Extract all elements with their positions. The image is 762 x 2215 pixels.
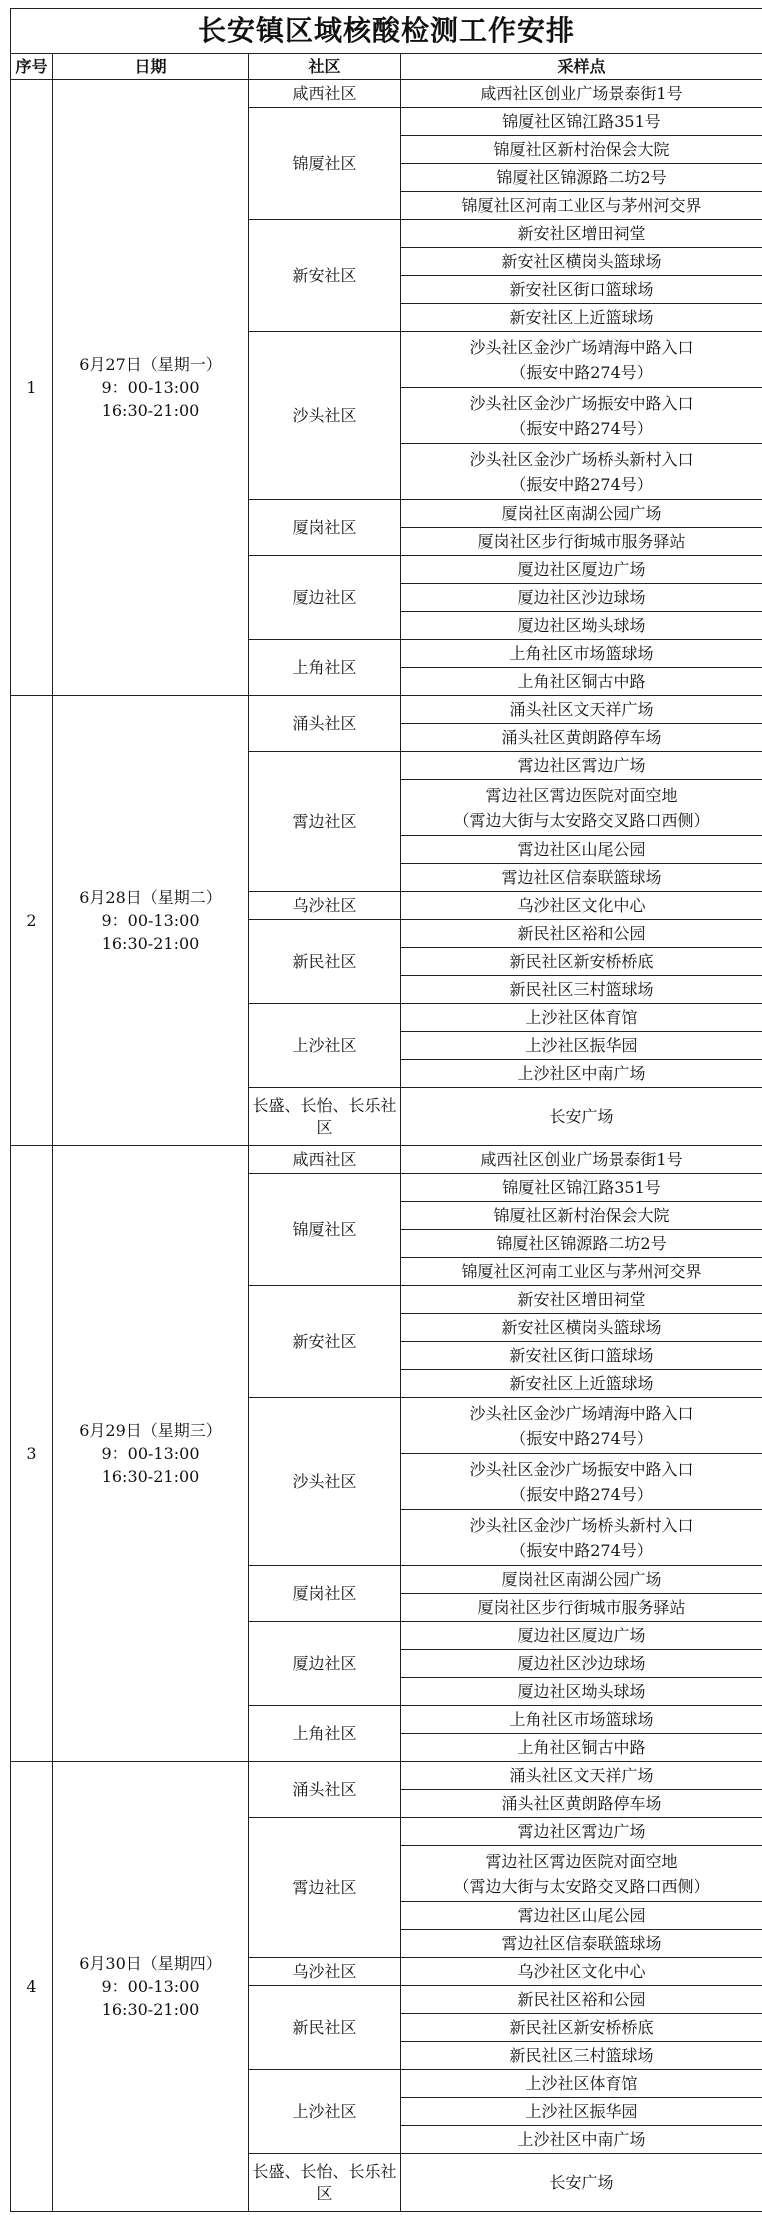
site-line: 锦厦社区锦江路351号 [502,1177,661,1197]
sampling-site [401,1286,762,1314]
site-line: 上沙社区振华园 [525,1035,638,1055]
site-line: 沙头社区金沙广场靖海中路入口 [469,337,694,357]
sampling-site [401,1032,762,1060]
sampling-site [401,1088,762,1146]
sampling-site [401,444,762,500]
sampling-site [401,2014,762,2042]
date-line: 9：00-13:00 [101,911,200,930]
community-name: 上角社区 [249,1706,401,1762]
date-line: 6月28日（星期二） [79,888,222,907]
site-line: 上角社区铜古中路 [517,671,646,691]
site-line: 咸西社区创业广场景泰街1号 [480,1149,683,1169]
date-line: 6月30日（星期四） [79,1954,222,1973]
sampling-site [401,724,762,752]
header-community: 社区 [249,54,401,80]
site-line: 新安社区增田祠堂 [517,1289,646,1309]
site-line: 霄边社区信泰联篮球场 [501,867,662,887]
sampling-site [401,1566,762,1594]
site-line: 咸西社区创业广场景泰街1号 [480,83,683,103]
date-line: 16:30-21:00 [101,401,200,420]
date-line: 16:30-21:00 [101,934,200,953]
sampling-site [401,640,762,668]
site-line: 沙头社区金沙广场桥头新村入口 [469,1515,694,1535]
date-line: 16:30-21:00 [101,2000,200,2019]
sampling-site [401,164,762,192]
community-name: 咸西社区 [249,80,401,108]
site-line: 锦厦社区新村治保会大院 [493,1205,670,1225]
site-line: 锦厦社区锦源路二坊2号 [496,1233,667,1253]
sampling-site [401,2126,762,2154]
sampling-site [401,948,762,976]
sampling-site [401,1174,762,1202]
site-line: 霄边社区霄边广场 [517,755,646,775]
sampling-site [401,332,762,388]
sampling-site [401,192,762,220]
header-seq: 序号 [11,54,53,80]
site-line: 沙头社区金沙广场靖海中路入口 [469,1403,694,1423]
site-line: 厦边社区坳头球场 [517,615,646,635]
site-line: 新安社区增田祠堂 [517,223,646,243]
sampling-site [401,220,762,248]
sampling-site [401,1734,762,1762]
site-line: 上角社区市场篮球场 [509,643,654,663]
site-line: 新民社区新安桥桥底 [509,951,654,971]
row-seq: 1 [11,80,53,696]
community-name: 厦岗社区 [249,1566,401,1622]
sampling-site [401,1902,762,1930]
date-line: 6月29日（星期三） [79,1421,222,1440]
sampling-site [401,1060,762,1088]
sampling-site [401,1622,762,1650]
sampling-site [401,696,762,724]
sampling-site [401,2070,762,2098]
row-date [53,1762,249,2212]
site-line: 霄边社区山尾公园 [517,839,646,859]
site-line: 厦边社区厦边广场 [517,1625,646,1645]
sampling-site [401,1146,762,1174]
row-date [53,1146,249,1762]
community-name: 沙头社区 [249,332,401,500]
community-name: 霄边社区 [249,1818,401,1958]
site-line: 厦岗社区步行街城市服务驿站 [477,1597,686,1617]
community-name: 咸西社区 [249,1146,401,1174]
header-date: 日期 [53,54,249,80]
sampling-site [401,248,762,276]
site-line: 新安社区街口篮球场 [509,279,654,299]
site-line: 上沙社区体育馆 [525,2073,638,2093]
sampling-site [401,1004,762,1032]
sampling-site [401,1454,762,1510]
site-line: 锦厦社区锦江路351号 [502,111,661,131]
community-name: 新民社区 [249,1986,401,2070]
sampling-site [401,1790,762,1818]
site-line: 涌头社区黄朗路停车场 [501,1793,662,1813]
sampling-site [401,1398,762,1454]
site-line: 沙头社区金沙广场振安中路入口 [469,1459,694,1479]
site-line: 新民社区三村篮球场 [509,979,654,999]
site-line: （振安中路274号） [510,362,653,382]
sampling-site [401,668,762,696]
community-name: 上角社区 [249,640,401,696]
sampling-site [401,556,762,584]
sampling-site [401,136,762,164]
table-row [11,696,762,724]
site-line: 锦厦社区河南工业区与茅州河交界 [461,195,702,215]
community-name: 锦厦社区 [249,108,401,220]
site-line: 锦厦社区新村治保会大院 [493,139,670,159]
site-line: （振安中路274号） [510,1540,653,1560]
sampling-site [401,1342,762,1370]
sampling-site [401,108,762,136]
site-line: 新安社区横岗头篮球场 [501,1317,662,1337]
sampling-site [401,1370,762,1398]
sampling-site [401,1986,762,2014]
site-line: 厦岗社区南湖公园广场 [501,503,662,523]
site-line: 上角社区铜古中路 [517,1737,646,1757]
row-seq: 3 [11,1146,53,1762]
sampling-site [401,1706,762,1734]
site-line: 厦边社区坳头球场 [517,1681,646,1701]
site-line: 锦厦社区锦源路二坊2号 [496,167,667,187]
site-line: 乌沙社区文化中心 [517,1961,646,1981]
sampling-site [401,780,762,836]
site-line: 新安社区上近篮球场 [509,307,654,327]
site-line: 上沙社区振华园 [525,2101,638,2121]
sampling-site [401,892,762,920]
sampling-site [401,1510,762,1566]
site-line: 沙头社区金沙广场振安中路入口 [469,393,694,413]
site-line: 霄边社区山尾公园 [517,1905,646,1925]
sampling-site [401,1650,762,1678]
table-row [11,80,762,108]
community-name: 涌头社区 [249,1762,401,1818]
site-line: 新安社区上近篮球场 [509,1373,654,1393]
site-line: 新民社区裕和公园 [517,1989,646,2009]
sampling-site [401,528,762,556]
site-line: 乌沙社区文化中心 [517,895,646,915]
sampling-site [401,836,762,864]
site-line: 霄边社区霄边医院对面空地 [485,1851,678,1871]
community-name: 厦岗社区 [249,500,401,556]
sampling-site [401,2098,762,2126]
site-line: 厦边社区沙边球场 [517,1653,646,1673]
sampling-site [401,1818,762,1846]
site-line: （振安中路274号） [510,474,653,494]
community-name: 沙头社区 [249,1398,401,1566]
site-line: 锦厦社区河南工业区与茅州河交界 [461,1261,702,1281]
site-line: 厦边社区沙边球场 [517,587,646,607]
site-line: （振安中路274号） [510,418,653,438]
sampling-site [401,1930,762,1958]
row-date [53,80,249,696]
site-line: （振安中路274号） [510,1484,653,1504]
sampling-site [401,752,762,780]
sampling-site [401,276,762,304]
sampling-site [401,1314,762,1342]
site-line: 上沙社区中南广场 [517,1063,646,1083]
community-name: 乌沙社区 [249,892,401,920]
community-name: 新安社区 [249,1286,401,1398]
site-line: 上沙社区中南广场 [517,2129,646,2149]
sampling-site [401,1258,762,1286]
row-seq: 2 [11,696,53,1146]
table-title: 长安镇区域核酸检测工作安排 [11,9,762,54]
community-name: 厦边社区 [249,556,401,640]
sampling-site [401,1594,762,1622]
site-line: 厦岗社区南湖公园广场 [501,1569,662,1589]
site-line: 新民社区三村篮球场 [509,2045,654,2065]
schedule-table [10,8,762,2212]
site-line: 霄边社区霄边医院对面空地 [485,785,678,805]
community-name: 新安社区 [249,220,401,332]
community-name: 锦厦社区 [249,1174,401,1286]
site-line: 上沙社区体育馆 [525,1007,638,1027]
row-seq: 4 [11,1762,53,2212]
date-line: 16:30-21:00 [101,1467,200,1486]
site-line: 新民社区裕和公园 [517,923,646,943]
sampling-site [401,2042,762,2070]
site-line: 涌头社区文天祥广场 [509,1765,654,1785]
community-name: 上沙社区 [249,2070,401,2154]
table-row [11,1146,762,1174]
sampling-site [401,500,762,528]
site-line: 上角社区市场篮球场 [509,1709,654,1729]
site-line: 新安社区街口篮球场 [509,1345,654,1365]
site-line: 霄边社区霄边广场 [517,1821,646,1841]
sampling-site [401,920,762,948]
site-line: （霄边大街与太安路交叉路口西侧） [453,1876,710,1896]
site-line: 涌头社区文天祥广场 [509,699,654,719]
community-name: 长盛、长怡、长乐社区 [249,2154,401,2212]
sampling-site [401,2154,762,2212]
table-row [11,1762,762,1790]
community-name: 上沙社区 [249,1004,401,1088]
date-line: 9：00-13:00 [101,378,200,397]
sampling-site [401,304,762,332]
date-line: 9：00-13:00 [101,1977,200,1996]
sampling-site [401,1230,762,1258]
row-date [53,696,249,1146]
site-line: 长安广场 [549,1106,614,1126]
schedule-document [10,8,762,2215]
sampling-site [401,612,762,640]
site-line: 长安广场 [549,2172,614,2192]
community-name: 涌头社区 [249,696,401,752]
date-line: 6月27日（星期一） [79,355,222,374]
sampling-site [401,388,762,444]
site-line: （霄边大街与太安路交叉路口西侧） [453,810,710,830]
site-line: 厦岗社区步行街城市服务驿站 [477,531,686,551]
site-line: （振安中路274号） [510,1428,653,1448]
sampling-site [401,1678,762,1706]
site-line: 厦边社区厦边广场 [517,559,646,579]
community-name: 乌沙社区 [249,1958,401,1986]
community-name: 厦边社区 [249,1622,401,1706]
community-name: 长盛、长怡、长乐社区 [249,1088,401,1146]
site-line: 沙头社区金沙广场桥头新村入口 [469,449,694,469]
community-name: 霄边社区 [249,752,401,892]
header-site: 采样点 [401,54,762,80]
sampling-site [401,1762,762,1790]
sampling-site [401,976,762,1004]
site-line: 新安社区横岗头篮球场 [501,251,662,271]
site-line: 涌头社区黄朗路停车场 [501,727,662,747]
sampling-site [401,1958,762,1986]
community-name: 新民社区 [249,920,401,1004]
sampling-site [401,584,762,612]
date-line: 9：00-13:00 [101,1444,200,1463]
site-line: 新民社区新安桥桥底 [509,2017,654,2037]
sampling-site [401,864,762,892]
sampling-site [401,1202,762,1230]
sampling-site [401,1846,762,1902]
site-line: 霄边社区信泰联篮球场 [501,1933,662,1953]
sampling-site [401,80,762,108]
